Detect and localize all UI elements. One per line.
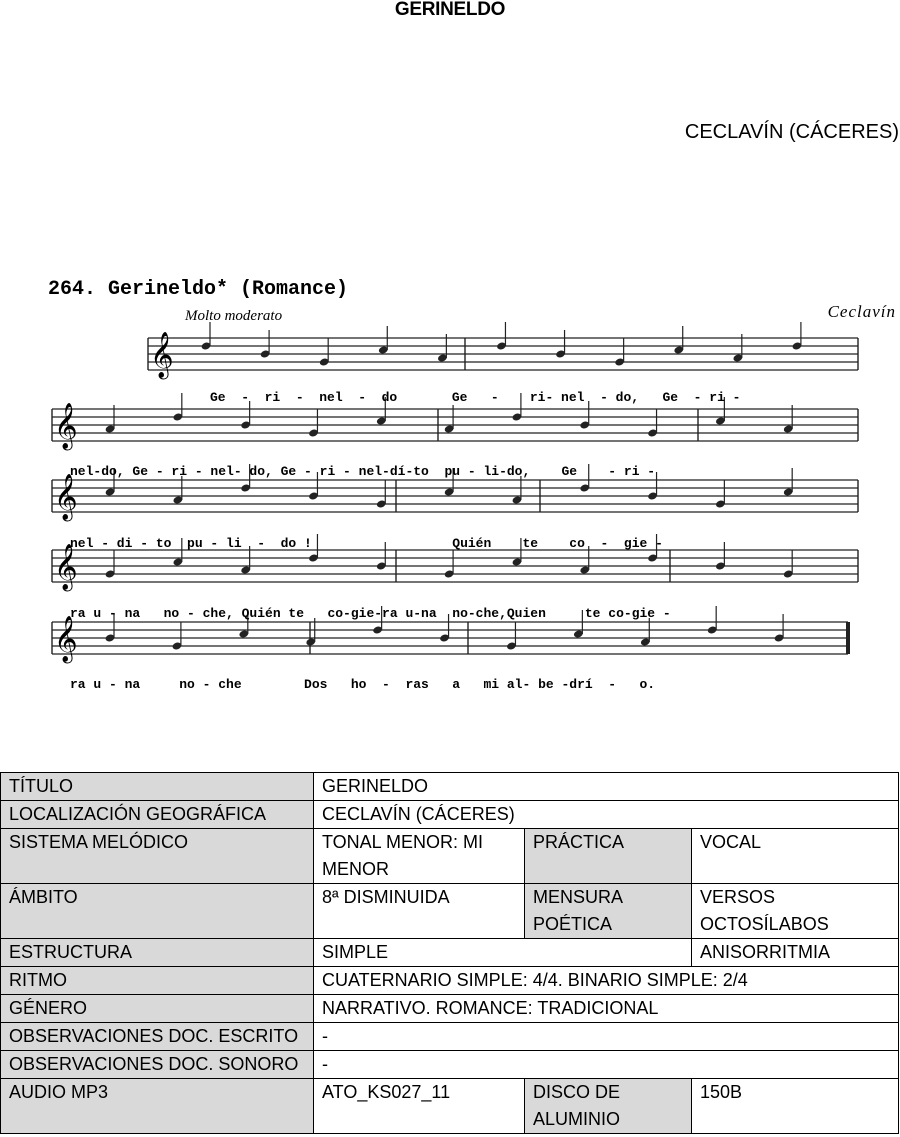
table-key: TÍTULO <box>1 773 314 801</box>
score-staff-drawing <box>40 272 900 712</box>
table-value: 8ª DISMINUIDA <box>314 884 525 939</box>
treble-clef-icon: 𝄞 <box>54 474 78 520</box>
table-key: PRÁCTICA <box>525 829 692 884</box>
table-value: 150B <box>692 1079 899 1134</box>
score-tempo: Molto moderato <box>185 308 283 324</box>
table-row <box>1 801 899 829</box>
table-row <box>1 967 899 995</box>
table-row <box>1 939 899 967</box>
table-row <box>1 1023 899 1051</box>
table-value: NARRATIVO. ROMANCE: TRADICIONAL <box>314 995 899 1023</box>
score-place: Ceclavín <box>827 302 896 321</box>
treble-clef-icon: 𝄞 <box>54 544 78 590</box>
table-value: SIMPLE <box>314 939 692 967</box>
music-score-image <box>40 272 900 712</box>
table-key: DISCO DE ALUMINIO <box>525 1079 692 1134</box>
table-key: ÁMBITO <box>1 884 314 939</box>
table-key: OBSERVACIONES DOC. SONORO <box>1 1051 314 1079</box>
table-row <box>1 995 899 1023</box>
lyric-line-1: Ge - ri - nel - do Ge - ri- nel - do, Ge - ri - <box>210 390 741 405</box>
table-value: - <box>314 1023 899 1051</box>
table-key: LOCALIZACIÓN GEOGRÁFICA <box>1 801 314 829</box>
treble-clef-icon: 𝄞 <box>150 332 174 378</box>
document-title: GERINELDO <box>394 0 506 20</box>
table-key: SISTEMA MELÓDICO <box>1 829 314 884</box>
table-key: OBSERVACIONES DOC. ESCRITO <box>1 1023 314 1051</box>
table-value: CUATERNARIO SIMPLE: 4/4. BINARIO SIMPLE: 2/4 <box>314 967 899 995</box>
table-key: ESTRUCTURA <box>1 939 314 967</box>
table-row <box>1 829 899 884</box>
lyric-line-3: nel - di - to pu - li - do ! Quién te co - gie - <box>70 536 663 551</box>
lyric-line-5: ra u - na no - che Dos ho - ras a mi al- be -drí - o. <box>70 677 656 692</box>
lyric-line-4: ra u - na no - che, Quién te co-gie-ra u-na no-che,Quien te co-gie - <box>70 606 671 621</box>
treble-clef-icon: 𝄞 <box>54 616 78 662</box>
table-value: ANISORRITMIA <box>692 939 899 967</box>
table-value: VOCAL <box>692 829 899 884</box>
table-row <box>1 773 899 801</box>
table-value: VERSOS OCTOSÍLABOS <box>692 884 899 939</box>
metadata-table <box>0 772 899 1134</box>
table-value: CECLAVÍN (CÁCERES) <box>314 801 899 829</box>
score-heading: 264. Gerineldo* (Romance) <box>48 278 349 301</box>
table-value: TONAL MENOR: MI MENOR <box>314 829 525 884</box>
table-value: ATO_KS027_11 <box>314 1079 525 1134</box>
table-row <box>1 1051 899 1079</box>
table-value: - <box>314 1051 899 1079</box>
table-key: GÉNERO <box>1 995 314 1023</box>
lyric-line-2: nel-do, Ge - ri - nel- do, Ge - ri - nel-dí-to pu - li-do, Ge - ri - <box>70 464 656 479</box>
document-location: CECLAVÍN (CÁCERES) <box>684 121 899 143</box>
table-row <box>1 1079 899 1134</box>
table-key: AUDIO MP3 <box>1 1079 314 1134</box>
table-value: GERINELDO <box>314 773 899 801</box>
table-row <box>1 884 899 939</box>
table-key: RITMO <box>1 967 314 995</box>
treble-clef-icon: 𝄞 <box>54 403 78 449</box>
table-key: MENSURA POÉTICA <box>525 884 692 939</box>
